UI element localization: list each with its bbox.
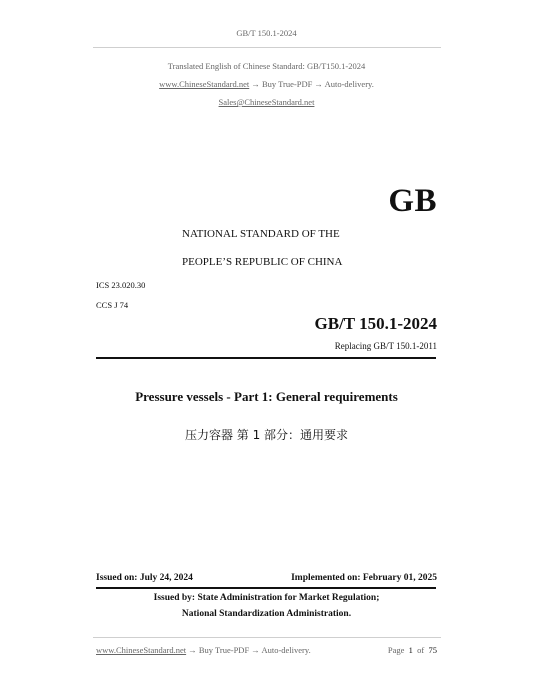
implemented-on-date: Implemented on: February 01, 2025	[291, 573, 437, 583]
issued-by-line1: Issued by: State Administration for Market Regulation;	[153, 593, 380, 603]
gb-logo: GB	[388, 183, 437, 219]
page-number: 1	[408, 645, 413, 655]
ccs-code: CCS J 74	[96, 300, 129, 310]
national-standard-line1: NATIONAL STANDARD OF THE	[182, 228, 340, 240]
replacing-note: Replacing GB/T 150.1-2011	[334, 341, 437, 351]
ics-code: ICS 23.020.30	[96, 280, 146, 290]
header-links	[0, 79, 533, 89]
national-standard-line2: PEOPLE’S REPUBLIC OF CHINA	[182, 256, 343, 268]
title-divider	[96, 357, 436, 359]
footer-links	[96, 645, 311, 655]
document-title-chinese: 压力容器 第 1 部分：通用要求	[184, 428, 349, 442]
issued-on-date: Issued on: July 24, 2024	[96, 573, 193, 583]
page-indicator	[388, 645, 437, 655]
page-total: 75	[428, 645, 437, 655]
page-label: Page	[387, 645, 405, 655]
sales-contact	[0, 97, 533, 107]
document-title-english: Pressure vessels - Part 1: General requirements	[135, 389, 398, 404]
footer-divider	[93, 637, 441, 638]
footer-site-link[interactable]: www.ChineseStandard.net	[96, 645, 187, 655]
translation-notice: Translated English of Chinese Standard: GB/T150.1-2024	[167, 61, 366, 71]
dates-divider	[96, 587, 436, 589]
issued-by-line2: National Standardization Administration.	[181, 609, 352, 619]
buy-note: → Buy True-PDF → Auto-delivery.	[249, 79, 374, 89]
footer-buy-note: → Buy True-PDF → Auto-delivery.	[186, 645, 311, 655]
standard-code: GB/T 150.1-2024	[314, 314, 437, 333]
site-link[interactable]: www.ChineseStandard.net	[159, 79, 250, 89]
sales-email-link[interactable]: Sales@ChineseStandard.net	[218, 97, 315, 107]
of-label: of	[417, 645, 425, 655]
header-standard-code: GB/T 150.1-2024	[236, 28, 297, 38]
header-divider	[93, 47, 441, 48]
